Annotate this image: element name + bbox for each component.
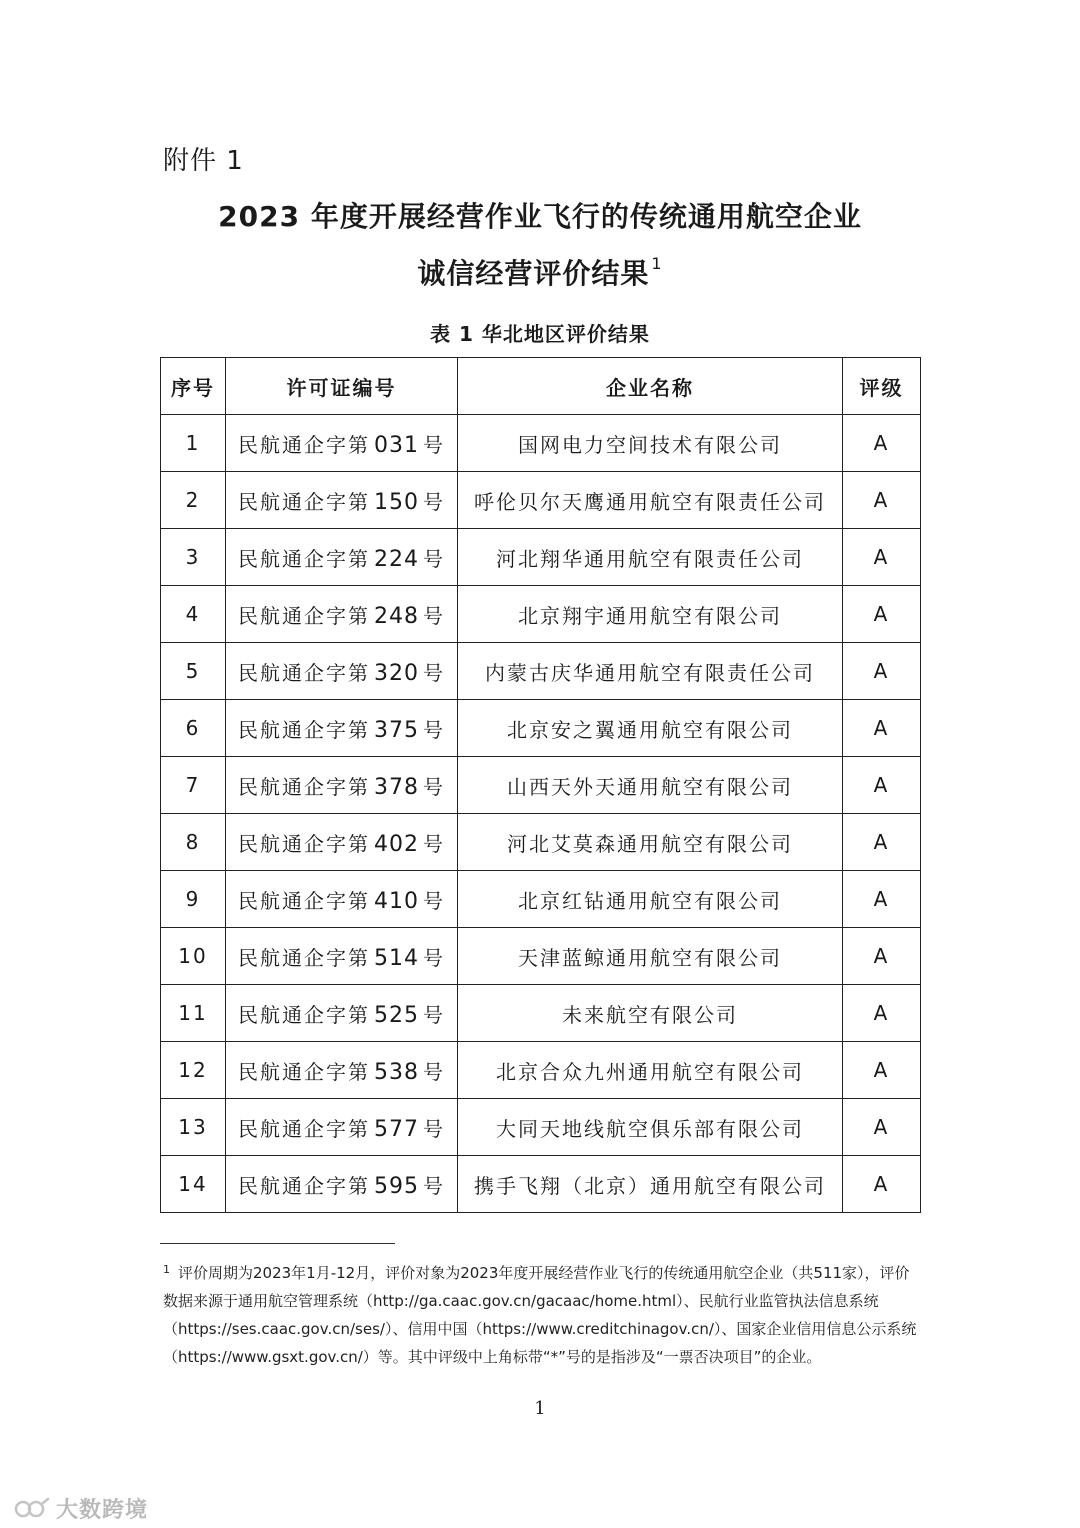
cell-company: 北京红钻通用航空有限公司 — [458, 871, 843, 928]
cell-license — [226, 928, 458, 985]
table-row — [161, 643, 921, 700]
cell-grade: A — [843, 415, 921, 472]
table-header-row — [161, 358, 921, 415]
cell-license — [226, 814, 458, 871]
table-row — [161, 985, 921, 1042]
cell-license — [226, 871, 458, 928]
cell-license — [226, 529, 458, 586]
footnote-mark: 1 — [163, 1263, 170, 1276]
table-row — [161, 757, 921, 814]
license-number: 402 — [374, 831, 419, 857]
license-suffix: 号 — [423, 660, 445, 685]
license-suffix: 号 — [423, 1059, 445, 1084]
license-prefix: 民航通企字第 — [238, 660, 370, 685]
table-row — [161, 814, 921, 871]
table-row — [161, 586, 921, 643]
cell-grade: A — [843, 643, 921, 700]
cell-license — [226, 415, 458, 472]
table-row — [161, 700, 921, 757]
header-company: 企业名称 — [458, 358, 843, 415]
attachment-label: 附件 1 — [163, 146, 244, 176]
cell-company: 内蒙古庆华通用航空有限责任公司 — [458, 643, 843, 700]
cell-index: 3 — [161, 529, 226, 586]
cell-index: 5 — [161, 643, 226, 700]
cell-grade: A — [843, 1042, 921, 1099]
license-suffix: 号 — [423, 774, 445, 799]
license-prefix: 民航通企字第 — [238, 1173, 370, 1198]
license-suffix: 号 — [423, 1002, 445, 1027]
cell-index: 10 — [161, 928, 226, 985]
table-row — [161, 1156, 921, 1213]
cell-license — [226, 1156, 458, 1213]
cell-index: 14 — [161, 1156, 226, 1213]
header-grade: 评级 — [843, 358, 921, 415]
cell-grade: A — [843, 928, 921, 985]
license-prefix: 民航通企字第 — [238, 717, 370, 742]
license-prefix: 民航通企字第 — [238, 945, 370, 970]
license-prefix: 民航通企字第 — [238, 432, 370, 457]
cell-grade: A — [843, 871, 921, 928]
table-row — [161, 871, 921, 928]
watermark-text: 大数跨境 — [56, 1498, 149, 1523]
license-number: 514 — [374, 945, 419, 971]
cell-company: 河北翔华通用航空有限责任公司 — [458, 529, 843, 586]
cell-license — [226, 1099, 458, 1156]
cell-company: 河北艾莫森通用航空有限公司 — [458, 814, 843, 871]
license-suffix: 号 — [423, 546, 445, 571]
rating-table — [160, 357, 921, 1213]
cell-grade: A — [843, 472, 921, 529]
table-row — [161, 529, 921, 586]
cell-company: 大同天地线航空俱乐部有限公司 — [458, 1099, 843, 1156]
cell-company: 未来航空有限公司 — [458, 985, 843, 1042]
header-index: 序号 — [161, 358, 226, 415]
cell-license — [226, 985, 458, 1042]
cell-company: 天津蓝鲸通用航空有限公司 — [458, 928, 843, 985]
title-footnote-mark: 1 — [651, 254, 663, 273]
license-suffix: 号 — [423, 603, 445, 628]
cell-index: 1 — [161, 415, 226, 472]
cell-license — [226, 586, 458, 643]
cell-index: 2 — [161, 472, 226, 529]
license-prefix: 民航通企字第 — [238, 774, 370, 799]
license-number: 525 — [374, 1002, 419, 1028]
cell-license — [226, 1042, 458, 1099]
cell-license — [226, 700, 458, 757]
table-row — [161, 1042, 921, 1099]
license-suffix: 号 — [423, 489, 445, 514]
table-body — [161, 415, 921, 1213]
watermark — [14, 1493, 148, 1524]
cell-grade: A — [843, 700, 921, 757]
cell-license — [226, 643, 458, 700]
cell-index: 13 — [161, 1099, 226, 1156]
cell-index: 12 — [161, 1042, 226, 1099]
cell-index: 6 — [161, 700, 226, 757]
cell-grade: A — [843, 529, 921, 586]
license-suffix: 号 — [423, 831, 445, 856]
license-number: 248 — [374, 603, 419, 629]
license-suffix: 号 — [423, 432, 445, 457]
footnote-text: 评价周期为2023年1月-12月，评价对象为2023年度开展经营作业飞行的传统通用航空企业（共511家），评价数据来源于通用航空管理系统（http://ga.caac.gov.cn/gacaac/home.html）、民航行业监管执法信息系统（https://ses.caac.gov.cn/ses/）、信用中国（https://www.creditchinagov.cn/）、国家企业信用信息公示系统（https://www.gsxt.gov.cn/）等。其中评级中上角标带“*”号的是指涉及“一票否决项目”的企业。 — [163, 1264, 917, 1366]
license-prefix: 民航通企字第 — [238, 489, 370, 514]
license-suffix: 号 — [423, 1116, 445, 1141]
cell-index: 8 — [161, 814, 226, 871]
header-license: 许可证编号 — [226, 358, 458, 415]
license-number: 150 — [374, 489, 419, 515]
license-number: 410 — [374, 888, 419, 914]
cell-company: 北京合众九州通用航空有限公司 — [458, 1042, 843, 1099]
footnote — [163, 1256, 920, 1371]
license-prefix: 民航通企字第 — [238, 831, 370, 856]
cell-index: 4 — [161, 586, 226, 643]
license-number: 538 — [374, 1059, 419, 1085]
table-row — [161, 415, 921, 472]
license-prefix: 民航通企字第 — [238, 603, 370, 628]
license-suffix: 号 — [423, 1173, 445, 1198]
license-number: 595 — [374, 1173, 419, 1199]
cell-company: 呼伦贝尔天鹰通用航空有限责任公司 — [458, 472, 843, 529]
table-row — [161, 1099, 921, 1156]
cell-company: 北京安之翼通用航空有限公司 — [458, 700, 843, 757]
license-suffix: 号 — [423, 888, 445, 913]
cell-index: 7 — [161, 757, 226, 814]
license-prefix: 民航通企字第 — [238, 1116, 370, 1141]
cell-company: 北京翔宇通用航空有限公司 — [458, 586, 843, 643]
license-number: 224 — [374, 546, 419, 572]
license-number: 577 — [374, 1116, 419, 1142]
license-number: 031 — [374, 432, 419, 458]
table-row — [161, 928, 921, 985]
cell-grade: A — [843, 1099, 921, 1156]
cell-grade: A — [843, 814, 921, 871]
license-prefix: 民航通企字第 — [238, 1059, 370, 1084]
footnote-divider — [160, 1243, 395, 1244]
document-title-line1: 2023 年度开展经营作业飞行的传统通用航空企业 — [218, 200, 862, 233]
license-number: 375 — [374, 717, 419, 743]
cell-grade: A — [843, 586, 921, 643]
table-row — [161, 472, 921, 529]
cell-index: 9 — [161, 871, 226, 928]
cell-company: 山西天外天通用航空有限公司 — [458, 757, 843, 814]
cell-grade: A — [843, 985, 921, 1042]
cell-company: 携手飞翔（北京）通用航空有限公司 — [458, 1156, 843, 1213]
title-line2-text: 诚信经营评价结果 — [417, 257, 650, 290]
cell-company: 国网电力空间技术有限公司 — [458, 415, 843, 472]
document-title-line2 — [0, 252, 1080, 292]
license-prefix: 民航通企字第 — [238, 546, 370, 571]
page-number: 1 — [534, 1398, 546, 1419]
license-suffix: 号 — [423, 717, 445, 742]
cell-license — [226, 472, 458, 529]
license-number: 320 — [374, 660, 419, 686]
license-suffix: 号 — [423, 945, 445, 970]
table-caption: 表 1 华北地区评价结果 — [430, 322, 650, 346]
license-number: 378 — [374, 774, 419, 800]
cell-grade: A — [843, 1156, 921, 1213]
cell-grade: A — [843, 757, 921, 814]
license-prefix: 民航通企字第 — [238, 888, 370, 913]
logo-icon — [14, 1497, 50, 1521]
license-prefix: 民航通企字第 — [238, 1002, 370, 1027]
cell-index: 11 — [161, 985, 226, 1042]
cell-license — [226, 757, 458, 814]
